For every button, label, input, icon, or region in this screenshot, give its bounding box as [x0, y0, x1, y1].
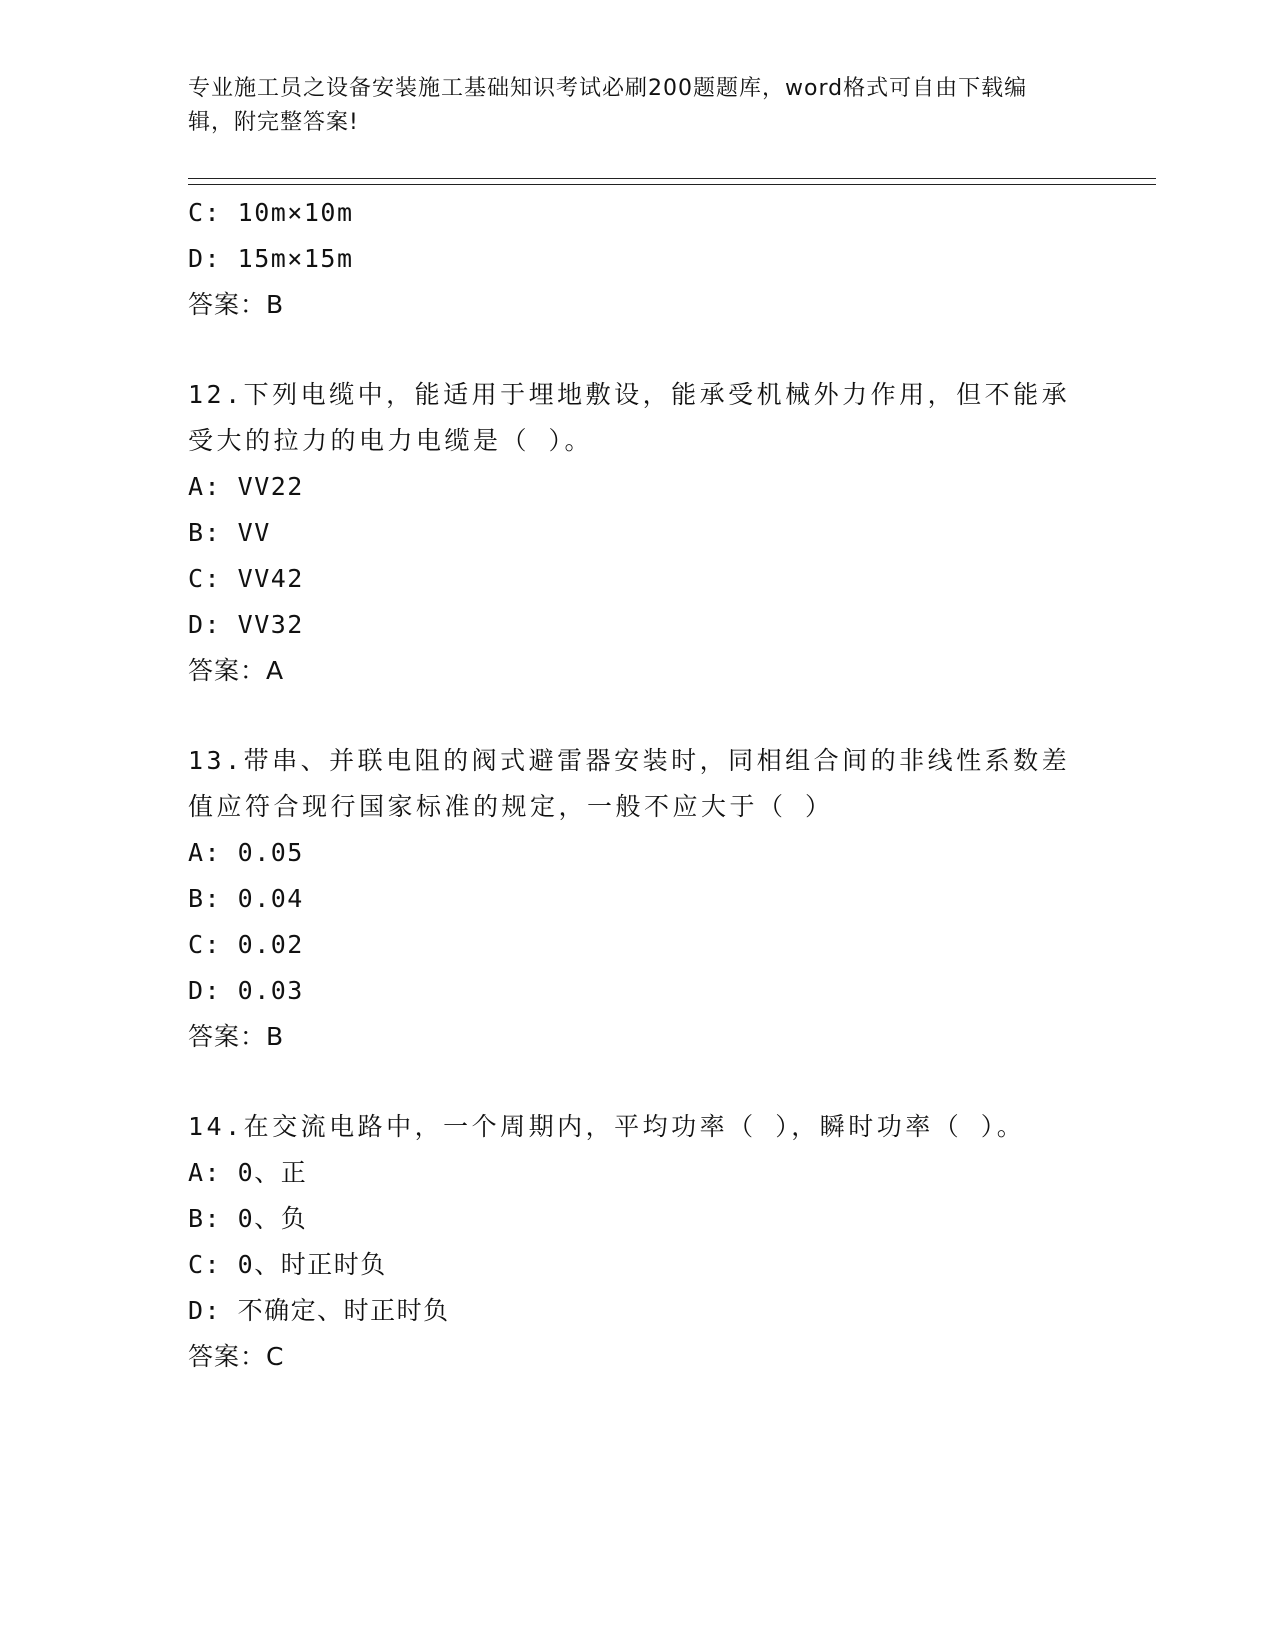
header-rule-bottom [188, 184, 1156, 185]
option-d: D: 不确定、时正时负 [188, 1296, 450, 1325]
option-b: B: 0、负 [188, 1204, 308, 1233]
answer-line: 答案：B [188, 1022, 285, 1051]
option-c: C: 0、时正时负 [188, 1250, 387, 1279]
question-text: 12.下列电缆中，能适用于埋地敷设，能承受机械外力作用，但不能承受大的拉力的电力电缆是（ ）。 [188, 380, 1071, 455]
option-b: B: 0.04 [188, 884, 304, 913]
option-b: B: VV [188, 518, 271, 547]
option-d: D: 0.03 [188, 976, 304, 1005]
option-a: A: VV22 [188, 472, 304, 501]
question-text: 13.带串、并联电阻的阀式避雷器安装时，同相组合间的非线性系数差值应符合现行国家标准的规定，一般不应大于（ ） [188, 746, 1071, 821]
partial-question [188, 190, 1088, 328]
option-c: C: VV42 [188, 564, 304, 593]
answer-line: 答案：A [188, 656, 285, 685]
question-14 [188, 1104, 1088, 1380]
answer-line: 答案：C [188, 1342, 285, 1371]
option-c: C: 0.02 [188, 930, 304, 959]
question-list [188, 190, 1088, 1380]
question-12 [188, 372, 1088, 694]
option-c: C: 10m×10m [188, 198, 354, 227]
option-d: D: VV32 [188, 610, 304, 639]
header-rule-top [188, 178, 1156, 179]
option-d: D: 15m×15m [188, 244, 354, 273]
document-header: 专业施工员之设备安装施工基础知识考试必刷200题题库，word格式可自由下载编辑，附完整答案! [188, 76, 1028, 135]
question-13 [188, 738, 1088, 1060]
option-a: A: 0、正 [188, 1158, 308, 1187]
option-a: A: 0.05 [188, 838, 304, 867]
question-text: 14.在交流电路中，一个周期内，平均功率（ ），瞬时功率（ ）。 [188, 1112, 1026, 1141]
answer-line: 答案：B [188, 290, 285, 319]
